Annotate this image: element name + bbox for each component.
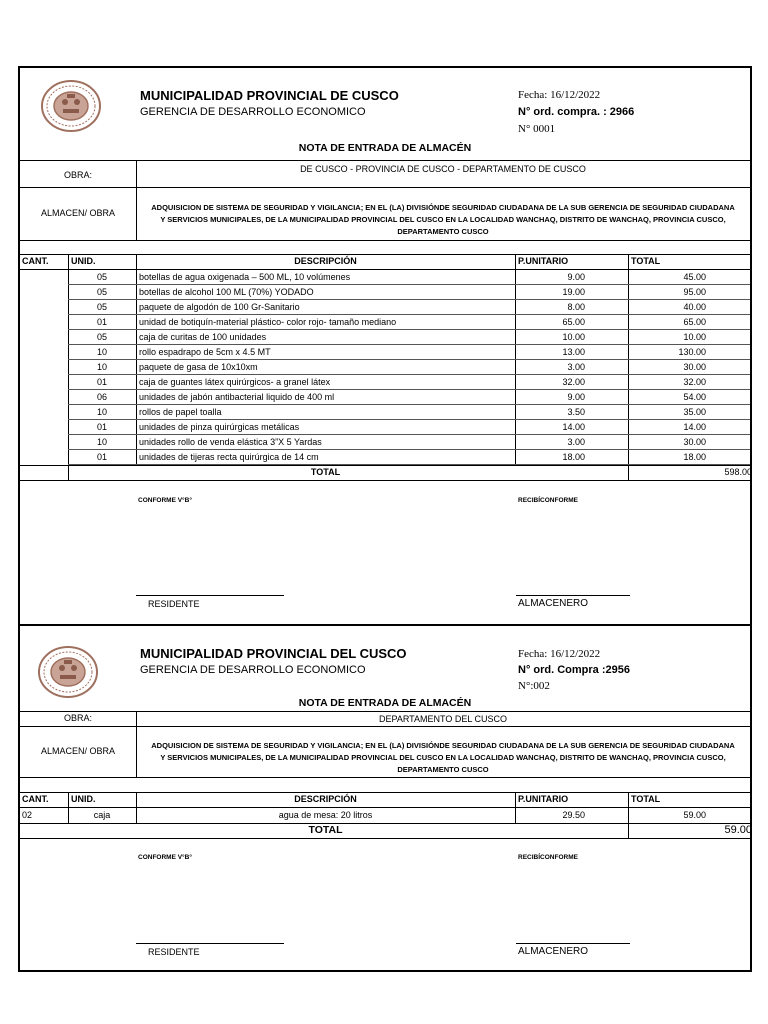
form-heading: NOTA DE ENTRADA DE ALMACÉN <box>298 697 472 709</box>
row-desc: paquete de algodón de 100 Gr-Sanitario <box>139 302 300 312</box>
row-desc: agua de mesa: 20 litros <box>278 810 373 820</box>
row-unid: 05 <box>96 287 107 297</box>
total-label: TOTAL <box>308 824 343 836</box>
signature-line-residente <box>136 595 284 596</box>
col-total-header: TOTAL <box>631 256 661 266</box>
row-desc: unidades de pinza quirúrgicas metálicas <box>139 422 300 432</box>
department-name: GERENCIA DE DESARROLLO ECONOMICO <box>140 664 366 676</box>
row-desc: unidad de botiquín-material plástico- color rojo- tamaño mediano <box>139 317 397 327</box>
obra-value: DEPARTAMENTO DEL CUSCO <box>378 714 508 724</box>
col-cant-header: CANT. <box>22 794 49 804</box>
recibi-label: RECIBÍCONFORME <box>518 497 578 504</box>
row-punit: 3.00 <box>567 437 585 447</box>
row-total: 10.00 <box>683 332 706 342</box>
row-desc: paquete de gasa de 10x10xm <box>139 362 258 372</box>
row-total: 65.00 <box>683 317 706 327</box>
purchase-order-number: N° ord. compra. : 2966 <box>518 106 635 118</box>
row-punit: 8.00 <box>567 302 585 312</box>
obra-value: DE CUSCO - PROVINCIA DE CUSCO - DEPARTAMENTO DE CUSCO <box>300 164 586 174</box>
row-desc: caja de guantes látex quirúrgicos- a granel látex <box>139 377 331 387</box>
row-total: 14.00 <box>683 422 706 432</box>
row-punit: 10.00 <box>562 332 585 342</box>
row-cant: 02 <box>22 810 33 820</box>
row-desc: caja de curitas de 100 unidades <box>139 332 267 342</box>
row-punit: 29.50 <box>562 810 585 820</box>
municipal-seal-icon <box>38 646 98 698</box>
col-unid-header: UNID. <box>71 794 96 804</box>
row-unid: 05 <box>96 332 107 342</box>
col-cant-header: CANT. <box>22 256 49 266</box>
obra-label: OBRA: <box>63 713 92 723</box>
row-desc: unidades de jabón antibacterial liquido de 400 ml <box>139 392 335 402</box>
row-total: 30.00 <box>683 362 706 372</box>
row-punit: 9.00 <box>567 392 585 402</box>
conforme-label: CONFORME V°B° <box>138 854 192 861</box>
row-total: 95.00 <box>683 287 706 297</box>
total-label: TOTAL <box>310 467 341 477</box>
almacenero-label: ALMACENERO <box>518 598 589 609</box>
row-unid: 05 <box>96 272 107 282</box>
col-desc-header: DESCRIPCIÓN <box>294 256 357 266</box>
row-total: 130.00 <box>678 347 706 357</box>
col-desc-header: DESCRIPCIÓN <box>294 794 357 804</box>
row-unid: 10 <box>96 347 107 357</box>
row-punit: 14.00 <box>562 422 585 432</box>
row-unid: 10 <box>96 407 107 417</box>
row-unid: 05 <box>96 302 107 312</box>
row-desc: botellas de alcohol 100 ML (70%) YODADO <box>139 287 314 297</box>
col-unid-header: UNID. <box>71 256 96 266</box>
row-unid: 10 <box>96 437 107 447</box>
purchase-order-number: N° ord. Compra :2956 <box>518 664 630 676</box>
row-desc: rollo espadrapo de 5cm x 4.5 MT <box>139 347 271 357</box>
almacenero-label: ALMACENERO <box>518 946 589 957</box>
row-total: 32.00 <box>683 377 706 387</box>
row-total: 18.00 <box>683 452 706 462</box>
conforme-label: CONFORME V°B° <box>138 497 192 504</box>
row-unid: 01 <box>96 422 107 432</box>
row-punit: 19.00 <box>562 287 585 297</box>
recibi-label: RECIBÍCONFORME <box>518 854 578 861</box>
row-desc: unidades rollo de venda elástica 3”X 5 Yardas <box>139 437 322 447</box>
row-punit: 18.00 <box>562 452 585 462</box>
row-unid: 01 <box>96 317 107 327</box>
row-total: 45.00 <box>683 272 706 282</box>
row-punit: 3.50 <box>567 407 585 417</box>
signature-line-residente <box>136 943 284 944</box>
row-punit: 13.00 <box>562 347 585 357</box>
residente-label: RESIDENTE <box>148 947 200 957</box>
row-desc: rollos de papel toalla <box>139 407 222 417</box>
department-name: GERENCIA DE DESARROLLO ECONOMICO <box>140 106 366 118</box>
signature-line-almacenero <box>516 943 630 944</box>
row-total: 59.00 <box>683 810 706 820</box>
col-punit-header: P.UNITARIO <box>518 794 569 804</box>
row-unid: caja <box>93 810 111 820</box>
row-desc: unidades de tijeras recta quirúrgica de 14 cm <box>139 452 319 462</box>
municipality-name: MUNICIPALIDAD PROVINCIAL DEL CUSCO <box>140 646 407 661</box>
row-total: 54.00 <box>683 392 706 402</box>
almacen-value: ADQUISICION DE SISTEMA DE SEGURIDAD Y VIGILANCIA; EN EL (LA) DIVISIÓNDE SEGURIDAD CIUDADANA DE LA SUB GERENCIA DE SEGURIDAD CIUDADANA Y SERVICIOS MUNICIPALES, DE LA MUNICIPALIDAD PROVINCIAL DEL CUSCO EN LA LOCALIDAD WANCHAQ, DISTRITO DE WANCHAQ, PROVINCIA CUSCO, DEPARTAMENTO CUSCO <box>151 203 735 236</box>
row-desc: botellas de agua oxigenada – 500 ML, 10 volúmenes <box>139 272 351 282</box>
obra-label: OBRA: <box>63 170 92 180</box>
row-total: 40.00 <box>683 302 706 312</box>
date-text: Fecha: 16/12/2022 <box>518 648 601 660</box>
row-unid: 10 <box>96 362 107 372</box>
row-punit: 65.00 <box>562 317 585 327</box>
note-number: N°:002 <box>518 680 550 692</box>
col-total-header: TOTAL <box>631 794 661 804</box>
row-punit: 9.00 <box>567 272 585 282</box>
row-unid: 06 <box>96 392 107 402</box>
total-value: 598.00 <box>724 467 752 477</box>
date-text: Fecha: 16/12/2022 <box>518 89 601 101</box>
signature-line-almacenero <box>516 595 630 596</box>
municipal-seal-icon <box>41 80 101 132</box>
row-total: 35.00 <box>683 407 706 417</box>
total-value: 59.00 <box>724 824 752 836</box>
row-unid: 01 <box>96 452 107 462</box>
document-frame <box>18 66 752 972</box>
row-total: 30.00 <box>683 437 706 447</box>
note-number: N° 0001 <box>518 123 556 135</box>
residente-label: RESIDENTE <box>148 599 200 609</box>
form-heading: NOTA DE ENTRADA DE ALMACÉN <box>298 142 472 154</box>
almacen-label: ALMACEN/ OBRA <box>40 746 116 756</box>
col-punit-header: P.UNITARIO <box>518 256 569 266</box>
almacen-label: ALMACEN/ OBRA <box>40 208 116 218</box>
row-punit: 32.00 <box>562 377 585 387</box>
row-punit: 3.00 <box>567 362 585 372</box>
municipality-name: MUNICIPALIDAD PROVINCIAL DE CUSCO <box>140 88 399 103</box>
row-unid: 01 <box>96 377 107 387</box>
almacen-value: ADQUISICION DE SISTEMA DE SEGURIDAD Y VIGILANCIA; EN EL (LA) DIVISIÓNDE SEGURIDAD CIUDADANA DE LA SUB GERENCIA DE SEGURIDAD CIUDADANA Y SERVICIOS MUNICIPALES, DE LA MUNICIPALIDAD PROVINCIAL DEL CUSCO EN LA LOCALIDAD WANCHAQ, DISTRITO DE WANCHAQ, PROVINCIA CUSCO, DEPARTAMENTO CUSCO <box>151 741 735 774</box>
